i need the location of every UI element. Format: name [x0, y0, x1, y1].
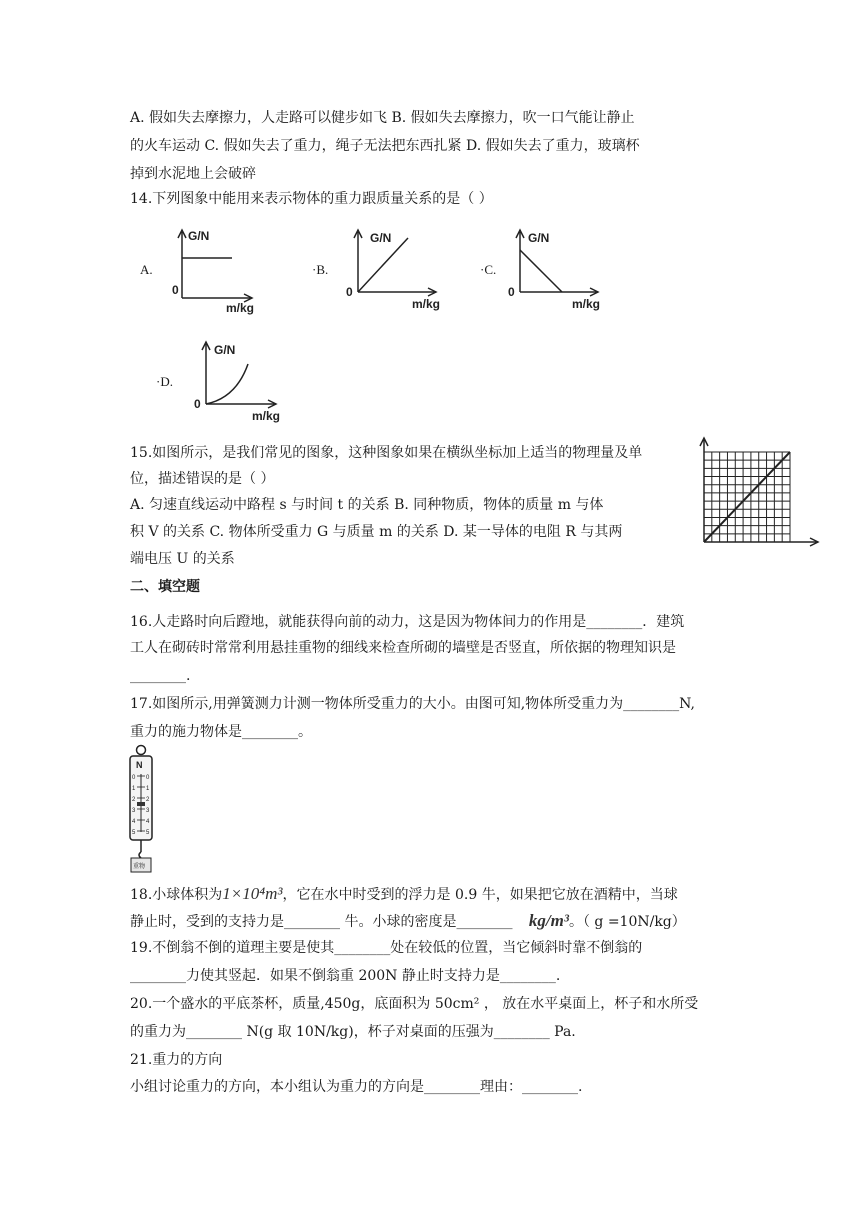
- spring-scale-figure: [126, 744, 156, 876]
- scale-hook-ring: [137, 746, 146, 755]
- q15-grid-graph: [694, 436, 820, 548]
- q21-title: 21.重力的方向: [130, 1052, 223, 1068]
- q14-d-origin: 0: [194, 397, 201, 411]
- scale-mark-right: 1: [146, 786, 150, 792]
- q14-d-data-curve: [206, 364, 248, 404]
- q16-line-3: ________.: [130, 668, 191, 684]
- q15-diagonal-line: [704, 452, 790, 542]
- q18-volume-formula: 1×10⁴m³: [222, 884, 283, 903]
- q13-line-3: 掉到水泥地上会破碎: [130, 166, 256, 182]
- q14-stem: 14.下列图象中能用来表示物体的重力跟质量关系的是（ ）: [130, 191, 493, 207]
- q16-line-2: 工人在砌砖时常常利用悬挂重物的细线来检查所砌的墙壁是否竖直，所依据的物理知识是: [130, 640, 676, 656]
- scale-mark-right: 0: [146, 775, 150, 781]
- q14-graph-d: [192, 338, 312, 428]
- q19-line-1: 19.不倒翁不倒的道理主要是使其________处在较低的位置，当它倾斜时靠不倒翁的: [130, 940, 643, 956]
- q13-line-2: 的火车运动 C. 假如失去了重力，绳子无法把东西扎紧 D. 假如失去了重力，玻璃杯: [130, 138, 640, 154]
- scale-mark-left: 0: [132, 775, 136, 781]
- q18-density-unit: kg/m³: [528, 911, 569, 930]
- q20-line-2: 的重力为________ N(g 取 10N/kg)，杯子对桌面的压强为________ Pa.: [130, 1024, 576, 1040]
- q14-d-x-label: m/kg: [252, 409, 281, 423]
- q15-line-1: 15.如图所示，是我们常见的图象，这种图象如果在横纵坐标加上适当的物理量及单: [130, 445, 643, 461]
- q17-line-1: 17.如图所示,用弹簧测力计测一物体所受重力的大小。由图可知,物体所受重力为________N,: [130, 696, 695, 712]
- scale-unit-label: N: [136, 760, 143, 770]
- q16-line-1: 16.人走路时向后蹬地，就能获得向前的动力，这是因为物体间力的作用是________．建筑: [130, 614, 685, 630]
- scale-pointer: [137, 802, 145, 806]
- q14-a-origin: 0: [172, 283, 179, 297]
- scale-mark-right: 5: [146, 830, 150, 836]
- q14-b-y-label: G/N: [370, 231, 392, 245]
- q17-line-2: 重力的施力物体是________。: [130, 724, 312, 740]
- q14-c-data-line: [520, 250, 562, 292]
- q14-a-x-label: m/kg: [226, 301, 255, 315]
- weight-label: 重物: [133, 864, 146, 870]
- q20-line-1: 20.一个盛水的平底茶杯，质量,450g，底面积为 50cm² ， 放在水平桌面上，杯子和水所受: [130, 996, 699, 1012]
- q14-c-y-label: G/N: [528, 231, 550, 245]
- q15-line-4: 积 V 的关系 C. 物体所受重力 G 与质量 m 的关系 D. 某一导体的电阻 R 与其两: [130, 524, 623, 540]
- q19-line-2: ________力使其竖起．如果不倒翁重 200N 静止时支持力是________.: [130, 968, 561, 984]
- scale-mark-left: 2: [132, 797, 136, 803]
- q14-b-data-line: [358, 238, 408, 292]
- q14-graph-a: [168, 226, 288, 316]
- scale-mark-right: 4: [146, 819, 150, 825]
- scale-mark-left: 1: [132, 786, 136, 792]
- q14-option-a-label: A.: [140, 262, 153, 277]
- scale-mark-left: 5: [132, 830, 136, 836]
- q14-option-c-label: ·C.: [480, 262, 497, 277]
- q18-rest: ，它在水中时受到的浮力是 0.9 牛，如果把它放在酒精中，当球: [282, 887, 678, 903]
- q15-line-2: 位，描述错误的是（ ）: [130, 471, 275, 487]
- q14-d-y-label: G/N: [214, 343, 236, 357]
- section-2-title: 二、填空题: [130, 579, 200, 595]
- scale-mark-left: 4: [132, 819, 136, 825]
- q14-option-d-label: ·D.: [156, 374, 173, 389]
- q18-line-1: [130, 884, 678, 905]
- scale-mark-right: 3: [146, 808, 150, 814]
- q14-graph-c: [506, 226, 626, 316]
- q18-line2-b: 。（ g =10N/kg）: [568, 914, 686, 930]
- q14-option-b-label: ·B.: [312, 262, 329, 277]
- scale-mark-left: 3: [132, 808, 136, 814]
- q14-c-x-label: m/kg: [572, 297, 601, 311]
- q18-prefix: 18.小球体积为: [130, 887, 223, 903]
- q18-line-2: [130, 911, 686, 932]
- q14-b-origin: 0: [346, 285, 353, 299]
- q14-a-y-label: G/N: [188, 229, 210, 243]
- q15-line-5: 端电压 U 的关系: [130, 551, 235, 567]
- q14-graph-b: [344, 226, 464, 316]
- q21-line-1: 小组讨论重力的方向，本小组认为重力的方向是________理由：________.: [130, 1079, 583, 1095]
- q13-line-1: A. 假如失去摩擦力，人走路可以健步如飞 B. 假如失去摩擦力，吹一口气能让静止: [130, 110, 635, 126]
- q18-line2-a: 静止时，受到的支持力是________ 牛。小球的密度是________: [130, 914, 513, 930]
- q14-b-x-label: m/kg: [412, 297, 441, 311]
- scale-mark-right: 2: [146, 797, 150, 803]
- q15-line-3: A. 匀速直线运动中路程 s 与时间 t 的关系 B. 同种物质，物体的质量 m 与体: [130, 497, 604, 513]
- q14-c-origin: 0: [508, 285, 515, 299]
